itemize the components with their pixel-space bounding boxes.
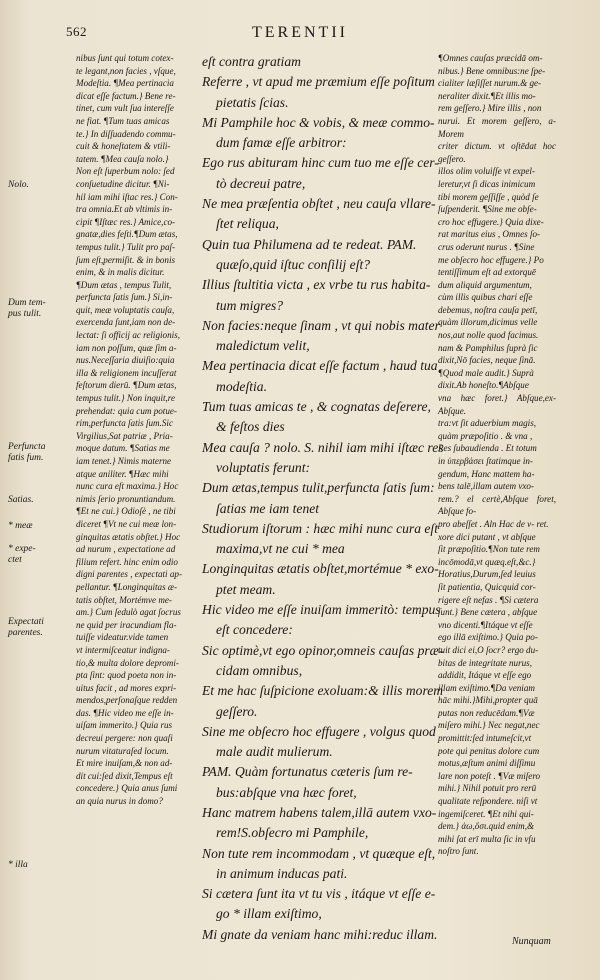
commentary-left-column [76, 52, 200, 808]
commentary-line: tra omnia.Et ab vltimis in- [76, 204, 173, 215]
commentary-line: am.} Cum ſedulò agat ſocrus [76, 607, 181, 618]
commentary-line: pro abeſſet . Aln Hac de v- ret. [438, 518, 549, 529]
commentary-line: quit, meæ voluptatis cauſa, [76, 304, 175, 315]
verse-line: maledictum velit, [216, 338, 310, 354]
commentary-line: Horatius,Durum,ſed leuius [438, 569, 536, 580]
commentary-line: diceret ¶Vt ne cui meæ lon- [76, 518, 177, 529]
commentary-line: illam exiſtimo.¶Da veniam [438, 682, 535, 693]
commentary-line: rat maritus eius , Omnes ſo- [438, 229, 541, 240]
commentary-line: tuiſſe videatur.vide tamen [76, 632, 169, 643]
commentary-line: vno dicenti.¶Itáque vt eſſe [438, 619, 533, 630]
verse-line: Mi gnate da veniam hanc mihi:reduc illam. [202, 926, 438, 942]
verse-line: ſtet reliqua, [216, 216, 279, 232]
commentary-line: dixit.Ab honeſto.¶Abſque [438, 380, 529, 391]
commentary-line: nibus.} Bene omnibus:ne ſpe- [438, 65, 546, 76]
verse-line: geſſero. [216, 703, 258, 719]
commentary-line: ¶Et ne cui.} Odioſè , ne tibi [76, 506, 176, 517]
commentary-line: tinet, cum vult ſua intereſſe [76, 103, 174, 114]
commentary-line: neraliter dixit.¶Et illis mo- [438, 90, 536, 101]
commentary-line: illa & religionem incuſſerat [76, 367, 177, 378]
commentary-line: illos olim voluiſſe vt expel- [438, 166, 535, 177]
commentary-right-column [438, 52, 556, 858]
margin-note: Perfuncta fatis fum. [8, 442, 46, 463]
margin-note: * illa [8, 860, 28, 870]
commentary-line: dixit,Nō facies, neque ſinā. [438, 355, 536, 366]
verse-line: rem!S.obſecro mi Pamphile, [216, 825, 369, 841]
verse-line: Non tute rem incommodam , vt quæque eſt, [202, 845, 436, 861]
commentary-line: motus,æſtum animi diſſimu [438, 758, 536, 769]
commentary-line: tibi morem geſſiſſe , quòd ſe [438, 191, 539, 202]
verse-line: Studiorum iſtorum : hæc mihi nunc cura eſt [202, 520, 438, 536]
verse-line: Et me hac ſuſpicione exoluam:& illis morem [202, 683, 444, 699]
commentary-line: atque aniliter. ¶Hæc mihi [76, 468, 169, 479]
verse-line: maxima,vt ne cui * mea [216, 541, 345, 557]
commentary-line: feſtorum dierū. ¶Dum ætas, [76, 380, 177, 391]
commentary-line: cialiter læſiſſet nurum.& ge- [438, 78, 542, 89]
commentary-line: xore dici putant , vt abſque [438, 531, 536, 542]
verse-line: in animum inducas pati. [216, 865, 348, 881]
commentary-line: conſuetudine dicitur. ¶Ni- [76, 178, 170, 189]
verse-line: Tum tuas amicas te , & cognatas deſerere, [202, 399, 431, 415]
commentary-line: tempus tulit.} Non inquit,re [76, 393, 176, 404]
commentary-line: quàm præpoſitio . & vna , [438, 430, 533, 441]
verse-line: eſt concedere: [216, 622, 293, 638]
commentary-line: me obſecro hoc effugere.} Po [438, 254, 544, 265]
verse-line: dum famæ eſſe arbitror: [216, 135, 347, 151]
commentary-line: cipit ¶Iſtæc res.} Amice,co- [76, 216, 176, 227]
commentary-line: pote qui penitus dolore cum [438, 745, 540, 756]
commentary-line: ſum eſt,permiſit. & in bonis [76, 254, 176, 265]
commentary-line: nunc cura eſt maxima.} Hoc [76, 481, 179, 492]
verse-line: tum migres? [216, 297, 284, 313]
verse-line: cidam omnibus, [216, 662, 303, 678]
commentary-line: digni parentes , expectati ap- [76, 569, 182, 580]
commentary-line: uiſam immerito.} Quia rus [76, 720, 173, 731]
commentary-line: cùm illis quibus chari eſſe [438, 292, 533, 303]
commentary-line: te.} In diſſuadendo commu- [76, 128, 176, 139]
commentary-line: ſit patientia, Quicquid cor- [438, 581, 536, 592]
verse-line: Mi Pamphile hoc & vobis, & meæ commo- [202, 114, 435, 130]
commentary-line: tatis obſtet, Mortémve me- [76, 594, 172, 605]
commentary-line: ¶Omnes cauſas præcidā om- [438, 53, 543, 63]
commentary-line: putas non reducēdam.¶Væ [438, 707, 535, 718]
verse-line: Longinquitas ætatis obſtet,mortémue * exo- [202, 561, 439, 577]
commentary-line: perfuncta ſatis ſum.} Si,in- [76, 292, 173, 303]
verse-line: Sic optimè,vt ego opinor,omneis cauſas præ- [202, 642, 444, 658]
margin-note: * expe- ctet [8, 544, 36, 565]
commentary-line: ne quid per iracundiam fla- [76, 619, 177, 630]
commentary-line: tentiſſimum eſt ad extorquē [438, 267, 536, 278]
commentary-line: in ὑπερβάσει ſtatimque in- [438, 456, 533, 466]
verse-line: tò decreui patre, [216, 175, 306, 191]
commentary-line: decreui pergere: non quaſi [76, 733, 173, 744]
verse-line: Hanc matrem habens talem,illā autem vxo- [202, 804, 437, 820]
verse-line: pietatis ſcias. [216, 94, 289, 110]
commentary-line: ſuſpenderit. ¶Sine me obſe- [438, 204, 537, 215]
commentary-line: gnatæ,dies feſti.¶Dum ætas, [76, 229, 178, 240]
verse-line: Dum ætas,tempus tulit,perfuncta ſatis ſum: [202, 480, 435, 496]
commentary-line: criter dictum. vt oſtēdat hoc geſſero. [438, 141, 556, 164]
margin-note: * meæ [8, 521, 33, 531]
commentary-line: incōmodā,vt quæq.eſt,&c.} [438, 556, 536, 567]
commentary-line: pta ſint: quod poeta non in- [76, 670, 177, 681]
commentary-line: filium refert. hinc enim odio [76, 556, 178, 567]
verse-line: Non facies:neque ſinam , vt qui nobis mater [202, 317, 440, 333]
commentary-line: rem.? el certè,Abſque foret, Abſque fo- [438, 493, 556, 517]
commentary-line: nibus ſunt qui totum cotex- [76, 53, 174, 63]
verse-line: Quin tua Philumena ad te redeat. PAM. [202, 236, 417, 252]
commentary-line: nimis ſerio pronuntiandum. [76, 493, 176, 504]
commentary-line: cro hoc effugere.} Quia dixe- [438, 216, 544, 227]
commentary-line: ad nurum , expectatione ad [76, 544, 176, 555]
verse-line: ptet meam. [216, 581, 276, 597]
commentary-line: dum aliquid argumentum, [438, 279, 532, 290]
commentary-line: hil iam mihi iſtac res.} Con- [76, 191, 178, 202]
verse-line: Ego rus abituram hinc cum tuo me eſſe cer- [202, 155, 439, 171]
commentary-line: nam & Pamphilus ſuprà ſic [438, 342, 538, 353]
verse-line: Hic video me eſſe inuiſam immeritò: tempus [202, 602, 441, 618]
commentary-line: leretur,vt ſi dicas inimicum [438, 178, 536, 189]
commentary-line: dem.} ἀω,ὅσι.quid enim,& [438, 821, 535, 832]
play-text-column [202, 52, 444, 945]
commentary-line: ingemiſceret. ¶Et nihi qui- [438, 808, 534, 819]
commentary-line: hāc mihi.}Mihi,propter quā [438, 695, 538, 706]
verse-line: Illius ſtultitia victa , ex vrbe tu rus habita- [202, 277, 431, 293]
commentary-line: tra:vt ſit aduerbium magis, [438, 418, 537, 429]
verse-line: bus:abſque vna hæc foret, [216, 784, 357, 800]
verse-line: Mea pertinacia dicat eſſe factum , haud tua [202, 358, 438, 374]
commentary-line: bitas de integritate nurus, [438, 657, 532, 668]
verse-line: Si cætera ſunt ita vt tu vis , itáque vt eſſe e- [202, 886, 436, 902]
commentary-line: nus.Neceſſaria diuiſio:quia [76, 355, 175, 366]
margin-note: Nolo. [8, 180, 29, 190]
margin-note: Satias. [8, 495, 34, 505]
commentary-line: bens talē,illam autem vxo- [438, 481, 534, 492]
commentary-line: debemus, noſtra cauſa petī, [438, 304, 538, 315]
verse-line: Ne mea præſentia obſtet , neu cauſa vllare- [202, 196, 436, 212]
verse-line: modeſtia. [216, 378, 267, 394]
commentary-line: te legant,non facies , vſque, [76, 65, 176, 76]
verse-line: voluptatis ferunt: [216, 459, 311, 475]
commentary-line: ſit præpoſitio.¶Non tute rem [438, 544, 540, 555]
commentary-line: uitus facit , ad mores expri- [76, 682, 177, 693]
commentary-line: noſtro ſunt. [438, 846, 479, 857]
verse-line: Sine me obſecro hoc effugere , volgus quod [202, 723, 436, 739]
commentary-line: ego illā exiſtimo.} Quia po- [438, 632, 538, 643]
verse-line: eſt contra gratiam [202, 54, 301, 69]
commentary-line: ſunt.} Bene cætera , abſque [438, 607, 538, 618]
commentary-line: prehendat: quia cum potue- [76, 405, 177, 416]
commentary-line: enim, & in malis dicitur. [76, 267, 165, 278]
commentary-line: iam tenet.} Nimis materne [76, 456, 172, 466]
verse-line: ſatias me iam tenet [216, 500, 320, 516]
commentary-line: vt intermiſceatur indigna- [76, 644, 170, 655]
commentary-line: Virgilius,Sat patriæ , Pria- [76, 430, 173, 441]
verse-line: PAM. Quàm fortunatus cæteris ſum re- [202, 764, 413, 780]
commentary-line: das. ¶Hic video me eſſe in- [76, 707, 174, 718]
commentary-line: Et mire inuiſam,& non ad- [76, 758, 173, 769]
commentary-line: dicat eſſe factum.} Bene re- [76, 90, 176, 101]
commentary-line: quàm illorum,dicimus velle [438, 317, 538, 328]
commentary-line: tempus tulit.} Tulit pro paſ- [76, 241, 176, 252]
commentary-line: Res ſubaudienda . Et totum [438, 443, 537, 454]
commentary-line: qualitate reſpondere. niſi vt [438, 796, 538, 807]
commentary-line: lare non poteſt . ¶Væ miſero [438, 770, 541, 781]
commentary-line: ginquitas ætatis obſtet.} Hoc [76, 531, 181, 542]
commentary-line: ne fiat. ¶Tum tuas amicas [76, 115, 170, 126]
commentary-line: nurui. Et morem geſſero, a- Morem [438, 115, 556, 139]
commentary-line: rem geſſero.} Mire illis , non [438, 103, 542, 114]
verse-line: quæſo,quid iſtuc conſilij eſt? [216, 256, 371, 272]
commentary-line: gendum, Hanc mattem ha- [438, 468, 535, 479]
commentary-line: concedere.} Quia anus ſumi [76, 783, 178, 794]
margin-note: Expectati parentes. [8, 617, 44, 638]
commentary-line: crus oderunt nurus . ¶Sine [438, 241, 535, 252]
commentary-line: an quia nurus in domo? [76, 796, 163, 807]
commentary-line: moque datum. ¶Satias me [76, 443, 170, 454]
commentary-line: tuit dici ei,O ſocr? ergo du- [438, 644, 539, 655]
commentary-line: pellantur. ¶Longinquitas æ- [76, 581, 178, 592]
verse-line: Referre , vt apud me præmium eſſe poſitum [202, 74, 435, 90]
commentary-line: addidit, Itáque vt eſſe ego [438, 670, 532, 681]
commentary-line: miſero mihi.} Nec negat,nec [438, 720, 540, 731]
verse-line: & feſtos dies [216, 419, 285, 435]
folio-number: 562 [66, 24, 87, 39]
verse-line: Mea cauſa ? nolo. S. nihil iam mihi iſtæc res [202, 439, 444, 455]
commentary-line: Modeſtia. ¶Mea pertinacia [76, 78, 174, 89]
commentary-line: exercenda ſunt,iam non de- [76, 317, 176, 328]
commentary-line: iam non poſſum, quæ ſim a- [76, 342, 177, 353]
commentary-line: dit cui:ſed dixit,Tempus eſt [76, 770, 173, 781]
verse-line: go * illam exiſtimo, [216, 906, 322, 922]
commentary-line: tatem. ¶Mea cauſa nolo.} [76, 153, 169, 164]
commentary-line: nurum vitaturaſed locum. [76, 745, 169, 756]
catchword: Nunquam [512, 936, 551, 947]
margin-note: Dum tem- pus tulit. [8, 298, 46, 319]
commentary-line: rigere eſt nefas . ¶Si cætera [438, 594, 539, 605]
commentary-line: mihi.} Nihil potuit pro rerū [438, 783, 537, 794]
commentary-line: tio,& multa dolore depromi- [76, 657, 179, 668]
commentary-line: cuit & honeſtatem & vtili- [76, 141, 171, 152]
running-head: TERENTII [252, 24, 348, 41]
commentary-line: mendos,perſonaſque redden [76, 695, 178, 706]
commentary-line: lectat: ſi officij ac religionis, [76, 330, 180, 341]
commentary-line: Non eſt ſuperbum nolo: ſed [76, 166, 175, 177]
commentary-line: ¶Dum ætas , tempus Tulit, [76, 279, 172, 290]
commentary-line: ¶Quod male audit.} Suprà [438, 367, 534, 378]
commentary-line: rim,perfuncta ſatis ſum.Sic [76, 418, 173, 429]
commentary-line: mihi ſat erī multa ſic in vſu [438, 833, 536, 844]
commentary-line: promittit:ſed intumeſcit,vt [438, 733, 532, 744]
commentary-line: nos,aut nolle quod facimus. [438, 330, 539, 341]
commentary-line: vna hæc foret.} Abſque,ex- Abſque. [438, 393, 556, 416]
verse-line: male audit mulierum. [216, 744, 333, 760]
